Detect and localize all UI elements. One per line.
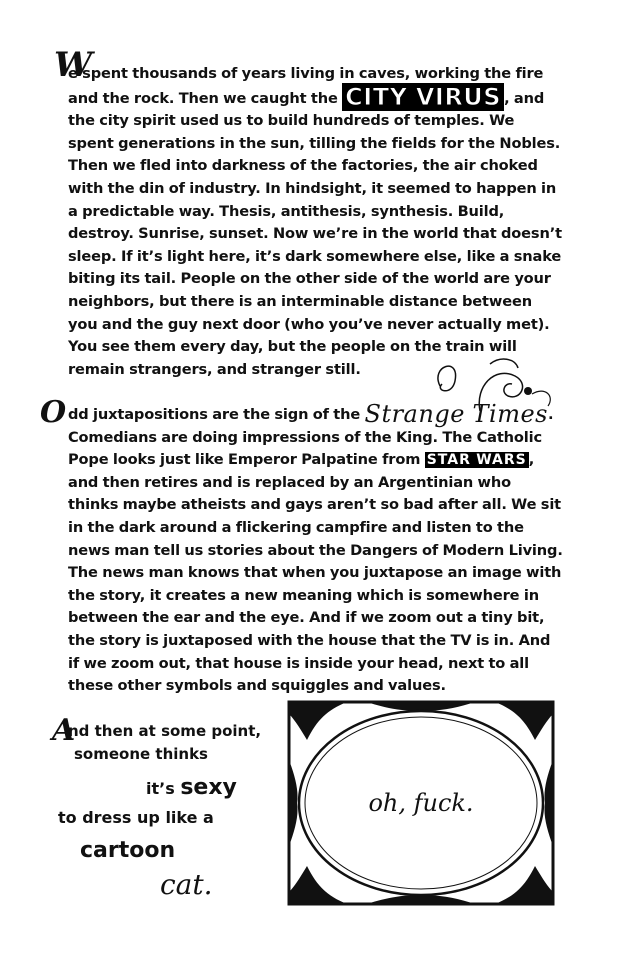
paragraph-juxt-mid: . Comedians are doing impressions of the King. The Catholic Pope looks just like Emperor Palpatine from — [68, 406, 554, 469]
verse-line-6: cat. — [160, 868, 213, 901]
verse-line-1: nd then at some point, — [68, 722, 262, 740]
verse-line-4: to dress up like a — [58, 808, 214, 827]
star-wars-wordmark: STAR WARS — [426, 452, 527, 469]
dropcap-w: W — [54, 45, 87, 85]
verse-its: it’s — [146, 779, 181, 798]
paragraph-juxt-end: , and then retires and is replaced by an Argentinian who thinks maybe atheists and gays aren’t so bad after all. We sit in the dark around a flickering campfire and listen to the news man tell us stories about the Dangers of Modern Living. The news man knows that when you juxtapose an image with the story, it creates a new meaning which is somewhere in between the ear and the eye. And if we zoom out a tiny bit, the story is juxtaposed with the house that the TV is in. And if we zoom out, that house is inside your head, next to all these other symbols and squiggles and values. — [68, 451, 563, 695]
verse-line-3 — [146, 775, 237, 800]
paragraph-caves — [68, 63, 564, 381]
verse-line-2: someone thinks — [74, 745, 208, 763]
dropcap-o: O — [40, 395, 67, 430]
paragraph-caves-end: , and the city spirit used us to build hundreds of temples. We spent generations in the sun, tilling the fields for the Nobles. Then we fled into darkness of the factories, the air choked with the din of industry. In hindsight, it seemed to happen in a predictable way. Thesis, antithesis, synthesis. Build, destroy. Sunrise, sunset. Now we’re in the world that doesn’t sleep. If it’s light here, it’s dark somewhere else, like a snake biting its tail. People on the other side of the world are your neighbors, but there is an interminable distance between you and the guy next door (who you’ve never actually met). You see them every day, but the people on the train will remain strangers, and stranger still. — [68, 89, 562, 378]
frame-caption: oh, fuck. — [368, 789, 474, 817]
paragraph-juxtapositions — [68, 400, 564, 698]
paragraph-juxt-start: dd juxtapositions are the sign of the — [68, 406, 365, 423]
dropcap-a: A — [52, 713, 76, 748]
strange-times-wordmark: Strange Times — [364, 400, 548, 428]
verse-sexy: sexy — [180, 775, 237, 800]
verse-line-5: cartoon — [80, 838, 176, 863]
paragraph-caves-start: e spent thousands of years living in caves, working the fire and the rock. Then we caught the — [68, 65, 544, 107]
city-virus-wordmark: CITY VIRUS — [342, 83, 504, 111]
